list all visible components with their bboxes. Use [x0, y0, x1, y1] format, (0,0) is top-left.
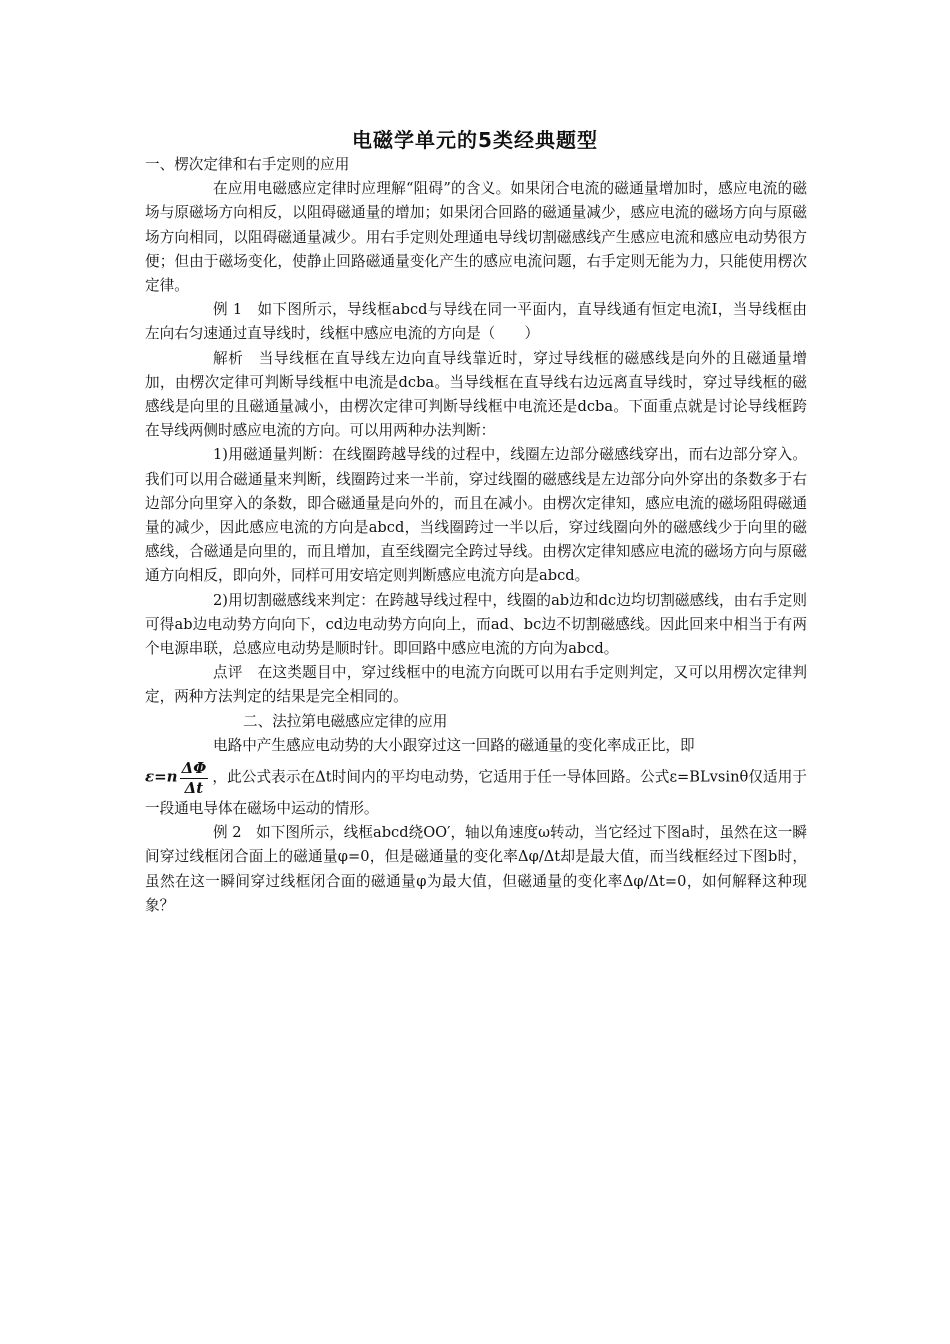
- comment-text: 点评 在这类题目中，穿过线框中的电流方向既可以用右手定则判定，又可以用楞次定律判定，两种方法判定的结果是完全相同的。: [145, 664, 807, 706]
- section1-heading: 一、楞次定律和右手定则的应用: [145, 156, 350, 173]
- formula-explanation: ，此公式表示在Δt时间内的平均电动势，它适用于任一导体回路。公式ε=BLvsinθ仅适用于一段通电导体在磁场中运动的情形。: [145, 768, 807, 818]
- method2-text: 2)用切割磁感线来判定：在跨越导线过程中，线圈的ab边和dc边均切割磁感线，由右手定则可得ab边电动势方向向下，cd边电动势方向向上，而ad、bc边不切割磁感线。因此回来中相当于有两个电源串联，总感应电动势是顺时针。即回路中感应电流的方向为abcd。: [145, 591, 807, 658]
- faraday-formula: [145, 758, 208, 797]
- analysis-text: 解析 当导线框在直导线左边向直导线靠近时，穿过导线框的磁感线是向外的且磁通量增加，由楞次定律可判断导线框中电流是dcba。当导线框在直导线右边远离直导线时，穿过导线框的磁感线是向里的且磁通量减小，由楞次定律可判断导线框中电流还是dcba。下面重点就是讨论导线框跨在导线两侧时感应电流的方向。可以用两种办法判断：: [145, 349, 807, 440]
- formula-numerator: ΔΦ: [181, 759, 207, 778]
- example2-text: 例 2 如下图所示，线框abcd绕OO′，轴以角速度ω转动，当它经过下图a时，虽然在这一瞬间穿过线框闭合面上的磁通量φ=0，但是磁通量的变化率Δφ/Δt却是最大值，而当线框经过下图b时，虽然在这一瞬间穿过线框闭合面的磁通量φ为最大值，但磁通量的变化率Δφ/Δt=0，如何解释这种现象？: [145, 824, 807, 914]
- section2-heading: 二、法拉第电磁感应定律的应用: [243, 712, 448, 730]
- example1-text: 例 1 如下图所示，导线框abcd与导线在同一平面内，直导线通有恒定电流I，当导线框由左向右匀速通过直导线时，线框中感应电流的方向是（ ）: [145, 301, 807, 343]
- section1-intro: 在应用电磁感应定律时应理解“阻碍”的含义。如果闭合电流的磁通量增加时，感应电流的磁场与原磁场方向相反，以阻碍磁通量的增加；如果闭合回路的磁通量减少，感应电流的磁场方向与原磁场方向相同，以阻碍磁通量减少。用右手定则处理通电导线切割磁感线产生感应电流和感应电动势很方便；但由于磁场变化，使静止回路磁通量变化产生的感应电流问题，右手定则无能为力，只能使用楞次定律。: [145, 180, 807, 295]
- formula-paragraph: [145, 758, 807, 821]
- formula-lhs: ε=n: [145, 767, 178, 786]
- formula-fraction: [180, 758, 209, 797]
- document-title: 电磁学单元的5类经典题型: [352, 128, 598, 152]
- section2-intro: 电路中产生感应电动势的大小跟穿过这一回路的磁通量的变化率成正比，即: [213, 736, 695, 754]
- method1-text: 1)用磁通量判断：在线圈跨越导线的过程中，线圈左边部分磁感线穿出，而右边部分穿入。我们可以用合磁通量来判断，线圈跨过来一半前，穿过线圈的磁感线是左边部分向外穿出的条数多于右边部分向里穿入的条数，即合磁通量是向外的，而且在减小。由楞次定律知，感应电流的磁场阻碍磁通量的减少，因此感应电流的方向是abcd，当线圈跨过一半以后，穿过线圈向外的磁感线少于向里的磁感线，合磁通是向里的，而且增加，直至线圈完全跨过导线。由楞次定律知感应电流的磁场方向与原磁通方向相反，即向外，同样可用安培定则判断感应电流方向是abcd。: [145, 446, 807, 585]
- document-body: [145, 153, 807, 918]
- formula-denominator: Δt: [184, 779, 204, 798]
